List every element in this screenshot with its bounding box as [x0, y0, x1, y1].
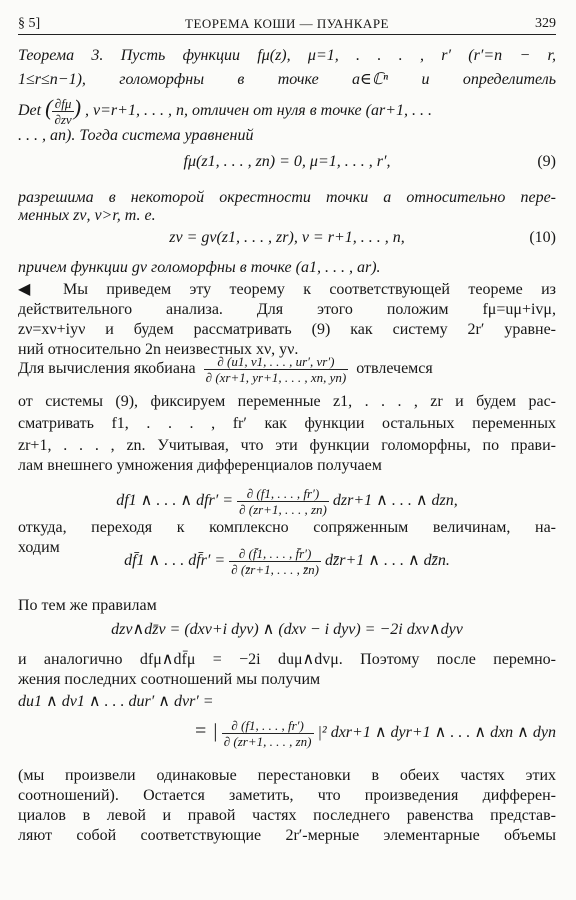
proof-line: ◀ Мы приведем эту теорему к соответствующей теореме из [18, 281, 556, 298]
page-number: 329 [535, 16, 556, 31]
jacobian-fraction: $\frac{\partial (f1, . . . , fr')}{\partial (zr+1, . . . , zn)}$ [239, 486, 327, 517]
equation-df: df1 ∧ . . . ∧ dfr′ = $\frac{\partial (f1, . . . , fr')}{\partial (zr+1, . . . , zn)}$ dzr+1 ∧ . . . ∧ dzn, [116, 486, 458, 517]
theorem-line: 1≤r≤n−1), голоморфны в точке a∈ℂⁿ и определитель [18, 71, 556, 88]
proof-line: лам внешнего умножения дифференциалов получаем [18, 457, 382, 474]
proof-line: ний относительно 2n неизвестных xν, yν. [18, 341, 299, 358]
proof-line: По тем же правилам [18, 597, 157, 614]
theorem-line: Теорема 3. Пусть функции fμ(z), μ=1, . . . , r′ (r′=n − r, [18, 47, 556, 64]
equation-du-left: du1 ∧ dv1 ∧ . . . dur′ ∧ dvr′ = [18, 693, 214, 710]
equation-10 [18, 228, 556, 250]
equation-body: zν = gν(z1, . . . , zr), ν = r+1, . . . , n, [169, 229, 405, 246]
equation-number: (10) [529, 229, 556, 246]
section-marker: § 5] [18, 16, 41, 31]
jacobian-line [18, 354, 556, 388]
proof-line: и аналогично dfμ∧df̄μ = −2i duμ∧dvμ. Поэтому после перемно- [18, 651, 556, 668]
proof-line: ходим [18, 539, 60, 556]
proof-line: откуда, переходя к комплексно сопряженным величинам, на- [18, 519, 556, 536]
proof-line: от системы (9), фиксируем переменные z1, . . . , zr и будем рас- [18, 393, 556, 410]
theorem-line: причем функции gν голоморфны в точке (a1, . . . , ar). [18, 259, 381, 276]
running-title: ТЕОРЕМА КОШИ — ПУАНКАРЕ [185, 16, 389, 31]
proof-line: жения последних соотношений мы получим [18, 671, 321, 688]
equation-dz: dzν∧dz̄ν = (dxν+i dyν) ∧ (dxν − i dyν) = −2i dxν∧dyν [111, 621, 463, 638]
proof-line: действительного анализа. Для этого положим fμ=uμ+ivμ, [18, 301, 556, 318]
theorem-line-determinant: Det ( $\frac{\partial f\mu}{\partial z\nu}$ ) , ν=r+1, . . . , n, отличен от нуля в точке (ar+1, . . . [18, 96, 432, 127]
jacobian-fraction: $\frac{\partial (f̄1, . . . , f̄r')}{\partial (z̄r+1, . . . , z̄n)}$ [231, 546, 319, 577]
proof-line: циалов в левой и правой частях последнего равенства представ- [18, 807, 556, 824]
theorem-line: разрешима в некоторой окрестности точки a относительно пере- [18, 189, 556, 206]
equation-number: (9) [537, 153, 556, 170]
equation-9 [18, 152, 556, 174]
jacobian-fraction: $\frac{\partial (f1, . . . , fr')}{\partial (zr+1, . . . , zn)}$ [223, 718, 312, 749]
paragraph-text: отвлечемся [356, 360, 433, 378]
theorem-line: менных zν, ν>r, т. е. [18, 207, 156, 224]
proof-line: сматривать f1, . . . , fr′ как функции остальных переменных [18, 415, 556, 432]
proof-line: ляют собой соответствующие 2r′-мерные элементарные объемы [18, 827, 556, 844]
determinant-fraction: $\frac{\partial f\mu}{\partial z\nu}$ [54, 96, 72, 127]
det-label: Det [18, 102, 42, 120]
proof-line: соотношений). Остается заметить, что произведения дифферен- [18, 787, 556, 804]
proof-line: (мы произвели одинаковые перестановки в обеих частях этих [18, 767, 556, 784]
running-header [18, 14, 556, 35]
theorem-text: , ν=r+1, . . . , n, отличен от нуля в точке (ar+1, . . . [85, 102, 432, 120]
equation-body: fμ(z1, . . . , zn) = 0, μ=1, . . . , r′, [183, 153, 391, 170]
paragraph-text: Для вычисления якобиана [18, 360, 196, 378]
equation-du-right: = | $\frac{\partial (f1, . . . , fr')}{\partial (zr+1, . . . , zn)}$ |² dxr+1 ∧ dyr+1 ∧ . . . ∧ dxn ∧ dyn [193, 718, 556, 749]
jacobian-fraction: $\frac{\partial (u1, v1, . . . , ur', vr')}{\partial (xr+1, yr+1, . . . , xn, yn)}$ [205, 354, 347, 385]
proof-line: zν=xν+iyν и будем рассматривать (9) как систему 2r′ уравне- [18, 321, 556, 338]
theorem-line: . . . , an). Тогда система уравнений [18, 127, 254, 144]
equation-dfbar: df̄1 ∧ . . . df̄r′ = $\frac{\partial (f̄1, . . . , f̄r')}{\partial (z̄r+1, . . . , z̄n)}$ dz̄r+1 ∧ . . . ∧ dz̄n. [124, 546, 450, 577]
proof-line: zr+1, . . . , zn. Учитывая, что эти функции голоморфны, по прави- [18, 437, 556, 454]
